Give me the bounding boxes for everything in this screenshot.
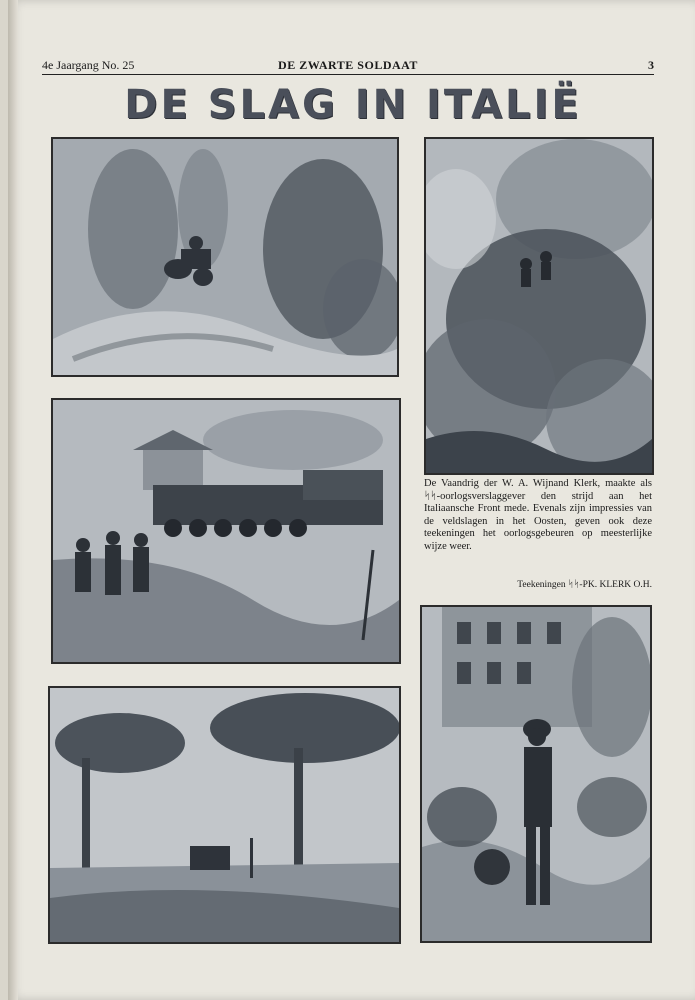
caption — [424, 478, 652, 554]
drawing-ruins-art — [422, 607, 650, 941]
newspaper-page — [8, 0, 695, 1000]
drawing-motorcycle — [51, 137, 399, 377]
drawing-pines-art — [50, 688, 399, 942]
page-number: 3 — [648, 58, 654, 72]
drawing-tank-art — [53, 400, 399, 662]
drawing-credit: Teekeningen ᛋᛋ-PK. KLERK O.H. — [517, 580, 652, 590]
drawing-smoke — [424, 137, 654, 475]
drawing-ruins — [420, 605, 652, 943]
page-fold — [8, 0, 18, 1000]
masthead — [42, 56, 654, 75]
issue-label: 4e Jaargang No. 25 — [42, 58, 135, 72]
drawing-tank — [51, 398, 401, 664]
drawing-smoke-art — [426, 139, 652, 473]
paper-name: DE ZWARTE SOLDAAT — [278, 58, 418, 72]
caption-text: De Vaandrig der W. A. Wijnand Klerk, maakte als ᛋᛋ-oorlogsverslaggever den strijd aan het Italiaansche Front mede. Evenals zijn impressies van de veldslagen in het Oosten, geven ook deze teekeningen het oorlogsgebeuren op meesterlijke wijze weer. — [424, 478, 652, 552]
headline: DE SLAG IN ITALIË — [124, 82, 582, 128]
drawing-pines — [48, 686, 401, 944]
drawing-motorcycle-art — [53, 139, 397, 375]
